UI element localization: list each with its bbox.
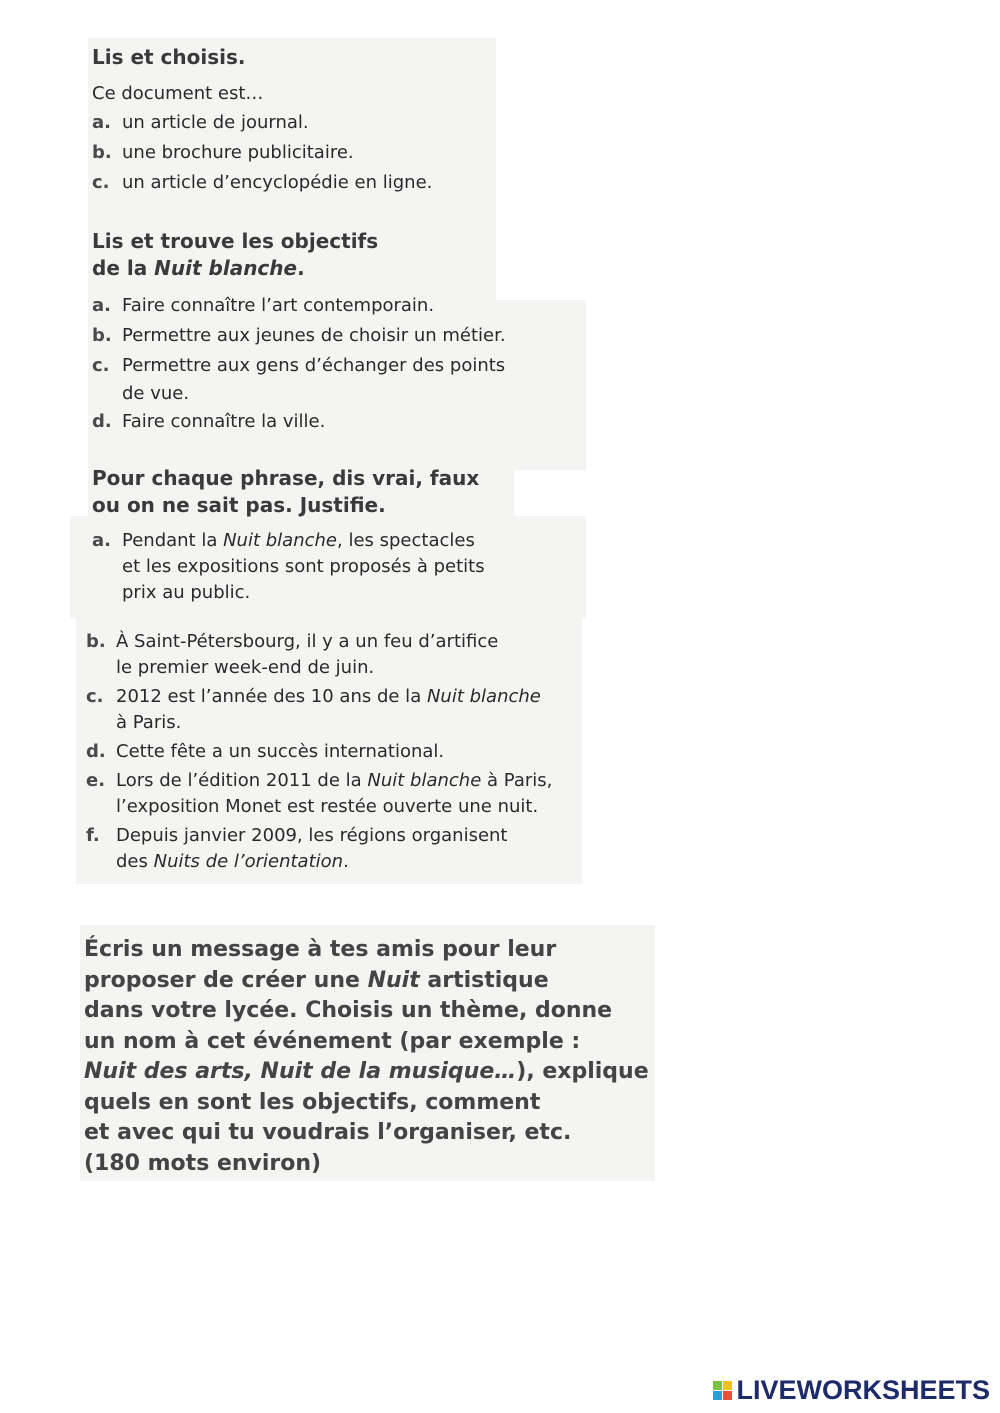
- option-item: c. un article d’encyclopédie en ligne.: [92, 172, 433, 193]
- option-item: c. Permettre aux gens d’échanger des points de vue.: [92, 355, 506, 404]
- section-choose-document-type: [92, 44, 492, 199]
- writing-task: Écris un message à tes amis pour leur proposer de créer une Nuit artistique dans votre lycée. Choisis un thème, donne un nom à cet événement (par exemple : Nuit des arts, Nuit de la musique…), explique quels en sont les objectifs, comment et avec qui tu voudrais l’organiser, etc. (180 mots environ): [84, 937, 649, 1176]
- option-item: b. Permettre aux jeunes de choisir un métier.: [92, 325, 506, 346]
- section-heading: Lis et choisis.: [92, 45, 246, 69]
- statement-item: d. Cette fête a un succès international.: [86, 741, 445, 762]
- option-item: a. un article de journal.: [92, 112, 309, 133]
- section-find-objectives: [92, 228, 582, 438]
- option-item: b. une brochure publicitaire.: [92, 142, 354, 163]
- section-true-false: [92, 465, 512, 519]
- liveworksheets-logo: [713, 1375, 990, 1406]
- statement-item: f. Depuis janvier 2009, les régions organisent des Nuits de l’orientation.: [86, 825, 508, 872]
- section-heading: Pour chaque phrase, dis vrai, faux ou on ne sait pas. Justifie.: [92, 466, 480, 517]
- section-intro: Ce document est…: [92, 83, 264, 104]
- logo-squares-icon: [713, 1381, 732, 1400]
- option-item: a. Faire connaître l’art contemporain.: [92, 295, 435, 316]
- statement-item: b. À Saint-Pétersbourg, il y a un feu d’artifice le premier week-end de juin.: [86, 631, 499, 678]
- statement-list-part2: [86, 629, 582, 877]
- statement-item: e. Lors de l’édition 2011 de la Nuit blanche à Paris, l’exposition Monet est restée ouverte une nuit.: [86, 770, 553, 817]
- statement-item: c. 2012 est l’année des 10 ans de la Nuit blanche à Paris.: [86, 686, 541, 733]
- option-list: [92, 109, 492, 197]
- section-heading: Lis et trouve les objectifs de la Nuit blanche.: [92, 229, 379, 280]
- option-list: [92, 292, 582, 436]
- brand-name: LIVEWORKSHEETS: [736, 1375, 990, 1405]
- option-item: d. Faire connaître la ville.: [92, 411, 326, 432]
- statement-list-part1: [92, 528, 582, 608]
- statement-item: a. Pendant la Nuit blanche, les spectacles et les expositions sont proposés à petits prix au public.: [92, 530, 485, 603]
